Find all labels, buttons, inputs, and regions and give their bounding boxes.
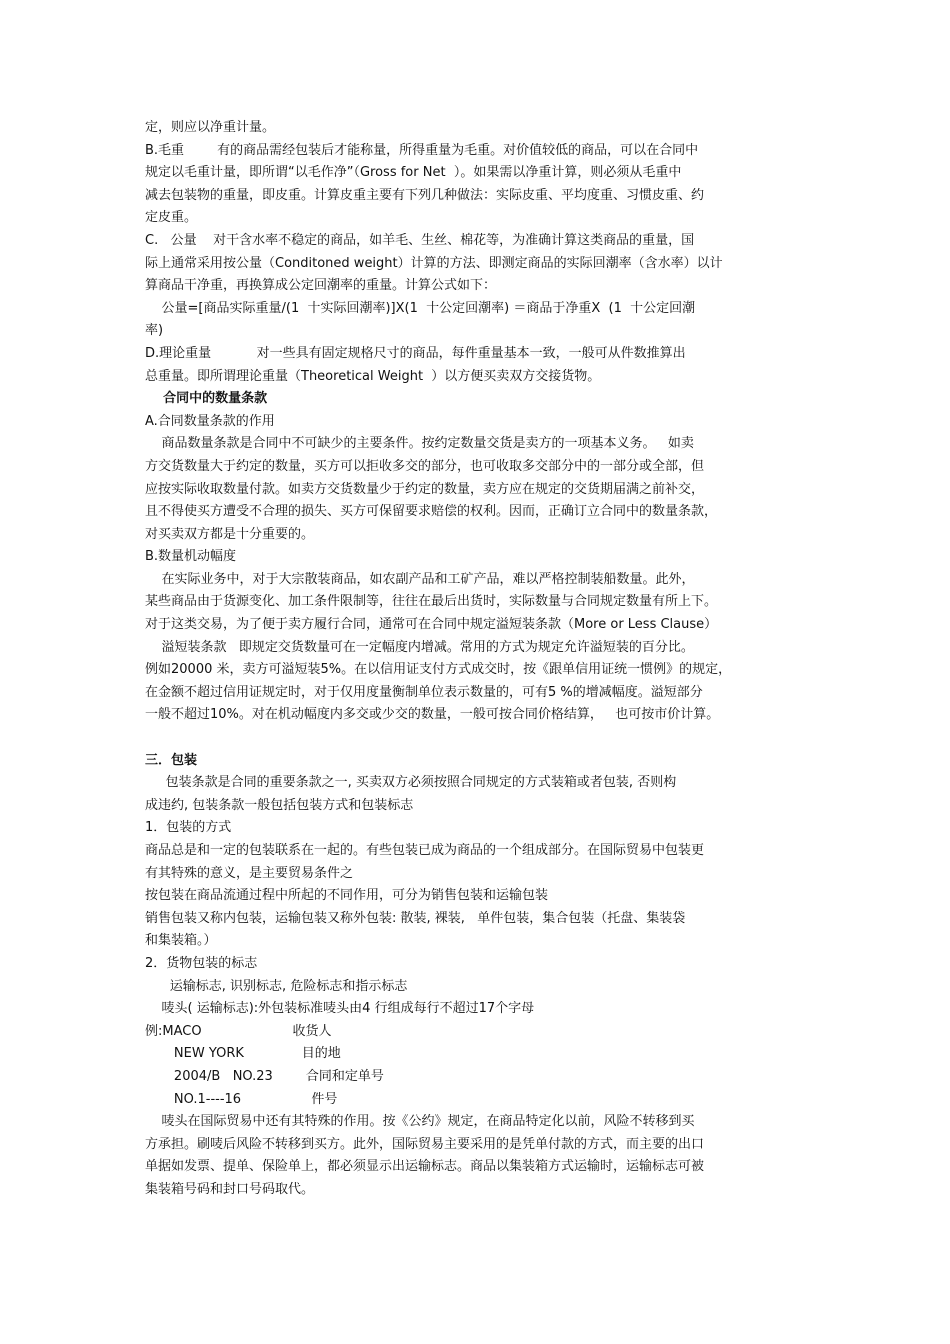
text-line: 唛头( 运输标志):外包装标准唛头由4 行组成每行不超过17个字母 bbox=[145, 1001, 535, 1017]
subheading: A.合同数量条款的作用 bbox=[145, 413, 275, 429]
shipping-mark-line: 例:MACO 收货人 bbox=[145, 1023, 332, 1039]
text-line: 且不得使买方遭受不合理的损失、买方可保留要求赔偿的权利。因而，正确订立合同中的数量条款， bbox=[145, 504, 718, 520]
subheading: 2．货物包装的标志 bbox=[145, 955, 258, 971]
subheading: 1．包装的方式 bbox=[145, 820, 232, 836]
text-line: 算商品干净重，再换算成公定回潮率的重量。计算公式如下： bbox=[145, 278, 497, 294]
text-line: 成违约, 包装条款一般包括包装方式和包装标志 bbox=[145, 797, 414, 813]
text-line: 商品数量条款是合同中不可缺少的主要条件。按约定数量交货是卖方的一项基本义务。 如卖 bbox=[145, 436, 694, 452]
text-line: 有其特殊的意义，是主要贸易条件之 bbox=[145, 865, 354, 881]
blank-line bbox=[145, 727, 813, 750]
text-line: 对买卖双方都是十分重要的。 bbox=[145, 526, 315, 542]
text-line: 按包装在商品流通过程中所起的不同作用，可分为销售包装和运输包装 bbox=[145, 888, 549, 904]
text-line: 方交货数量大于约定的数量，买方可以拒收多交的部分，也可收取多交部分中的一部分或全部，但 bbox=[145, 458, 705, 474]
text-line: 总重量。即所谓理论重量（Theoretical Weight ）以方便买卖双方交接货物。 bbox=[145, 368, 601, 384]
text-line: C. 公量 对干含水率不稳定的商品，如羊毛、生丝、棉花等，为准确计算这类商品的重量，国 bbox=[145, 232, 695, 248]
text-line: 减去包装物的重量，即皮重。计算皮重主要有下列几种做法：实际皮重、平均度重、习惯皮重、约 bbox=[145, 187, 705, 203]
text-line: 某些商品由于货源变化、加工条件限制等，往往在最后出货时，实际数量与合同规定数量有所上下。 bbox=[145, 594, 718, 610]
text-line: 一般不超过10%。对在机动幅度内多交或少交的数量，一般可按合同价格结算， 也可按市价计算。 bbox=[145, 707, 720, 723]
text-line: 销售包装又称内包装，运输包装又称外包装: 散装, 裸装, 单件包装，集合包装（托盘、集装袋 bbox=[145, 910, 686, 926]
text-line: 对于这类交易，为了便于卖方履行合同，通常可在合同中规定溢短装条款（More or Less Clause） bbox=[145, 617, 718, 633]
text-line: 在实际业务中，对于大宗散装商品，如农副产品和工矿产品，难以严格控制装船数量。此外， bbox=[145, 571, 695, 587]
section-heading: 合同中的数量条款 bbox=[145, 391, 268, 407]
text-line: 应按实际收取数量付款。如卖方交货数量少于约定的数量，卖方应在规定的交货期届满之前补交， bbox=[145, 481, 705, 497]
text-line: 例如20000 米，卖方可溢短装5%。在以信用证支付方式成交时，按《跟单信用证统一惯例》的规定， bbox=[145, 662, 732, 678]
text-line: 和集装箱。） bbox=[145, 933, 217, 949]
shipping-mark-line: NO.1----16 件号 bbox=[145, 1091, 338, 1107]
text-line: 在金额不超过信用证规定时，对于仅用度量衡制单位表示数量的，可有5 %的增减幅度。溢短部分 bbox=[145, 684, 703, 700]
text-line: 集装箱号码和封口号码取代。 bbox=[145, 1181, 315, 1197]
section-heading: 三．包装 bbox=[145, 752, 198, 768]
document-body bbox=[145, 117, 813, 1202]
text-line: 单据如发票、提单、保险单上，都必须显示出运输标志。商品以集装箱方式运输时，运输标志可被 bbox=[145, 1159, 705, 1175]
text-line: 规定以毛重计量，即所谓“以毛作净”（Gross for Net ）。如果需以净重计算，则必须从毛重中 bbox=[145, 165, 682, 181]
subheading: B.数量机动幅度 bbox=[145, 549, 237, 565]
text-line: 方承担。刷唛后风险不转移到买方。此外，国际贸易主要采用的是凭单付款的方式，而主要的出口 bbox=[145, 1136, 705, 1152]
text-line: 率) bbox=[145, 323, 164, 339]
text-line: 运输标志, 识别标志, 危险标志和指示标志 bbox=[145, 978, 408, 994]
text-line: 际上通常采用按公量（Conditoned weight）计算的方法、即测定商品的实际回潮率（含水率）以计 bbox=[145, 255, 723, 271]
shipping-mark-line: 2004/B NO.23 合同和定单号 bbox=[145, 1068, 384, 1084]
text-line: 定皮重。 bbox=[145, 210, 198, 226]
text-line: 溢短装条款 即规定交货数量可在一定幅度内增减。常用的方式为规定允许溢短装的百分比。 bbox=[145, 639, 694, 655]
text-line: 包装条款是合同的重要条款之一, 买卖双方必须按照合同规定的方式装箱或者包装, 否则构 bbox=[145, 775, 677, 791]
formula-line: 公量=[商品实际重量/(1 十实际回潮率)]X(1 十公定回潮率) ＝商品于净重X (1 十公定回潮 bbox=[145, 300, 696, 316]
text-line: 定，则应以净重计量。 bbox=[145, 120, 276, 135]
text-line: B.毛重 有的商品需经包装后才能称量，所得重量为毛重。对价值较低的商品，可以在合同中 bbox=[145, 142, 699, 158]
text-line: D.理论重量 对一些具有固定规格尺寸的商品，每件重量基本一致，一般可从件数推算出 bbox=[145, 345, 686, 361]
text-line: 唛头在国际贸易中还有其特殊的作用。按《公约》规定，在商品特定化以前，风险不转移到买 bbox=[145, 1114, 695, 1130]
shipping-mark-line: NEW YORK 目的地 bbox=[145, 1046, 341, 1062]
text-line: 商品总是和一定的包装联系在一起的。有些包装已成为商品的一个组成部分。在国际贸易中包装更 bbox=[145, 843, 705, 858]
